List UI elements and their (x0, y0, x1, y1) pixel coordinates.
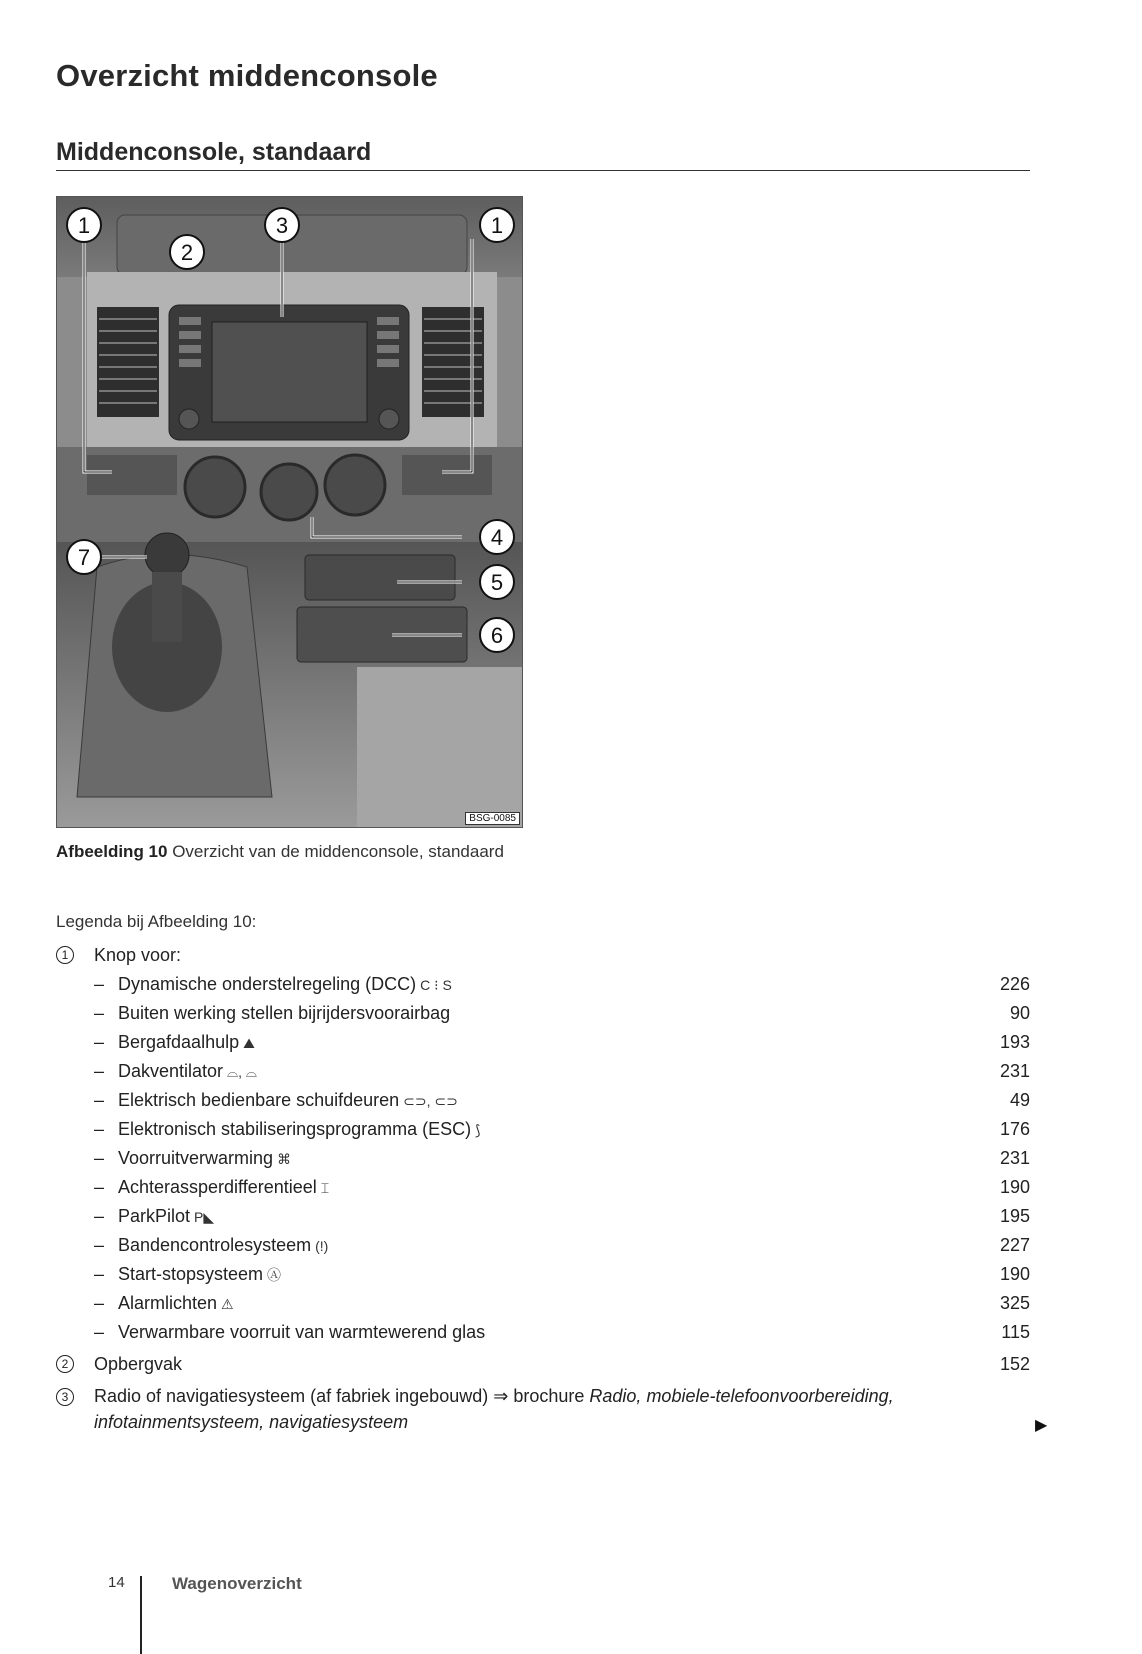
subitem-label: Achterassperdifferentieel (118, 1177, 317, 1197)
right-vent (422, 307, 484, 417)
page-reference[interactable]: 231 (999, 1148, 1030, 1168)
continue-arrow-icon: ▶ (1035, 1417, 1048, 1434)
svg-text:2: 2 (180, 240, 194, 265)
svg-text:3: 3 (275, 213, 289, 238)
legend-subitem-text (118, 971, 452, 998)
section-rule (56, 170, 1030, 171)
list-dash: – (94, 1206, 105, 1226)
legend-subitem (56, 1087, 1030, 1113)
legend-item-2 (56, 1351, 1030, 1377)
control-symbol-icon: ⊂⊃, ⊂⊃ (403, 1093, 458, 1109)
callout-1-right (480, 208, 514, 242)
subitem-label: Voorruitverwarming (118, 1148, 274, 1168)
subitem-label: Verwarmbare voorruit van warmtewerend glas (118, 1322, 486, 1342)
legend-subitem (56, 1319, 1030, 1345)
page-reference[interactable]: 115 (1001, 1322, 1030, 1342)
gear-shifter (77, 533, 272, 797)
page-reference[interactable]: 190 (999, 1264, 1030, 1284)
legend-subitem (56, 1261, 1030, 1287)
caption-text: Overzicht van de middenconsole, standaard (172, 842, 504, 861)
legend-subitem (56, 1029, 1030, 1055)
legend-title: Legenda bij Afbeelding 10: (56, 912, 257, 931)
subitem-label: ParkPilot (118, 1206, 191, 1226)
legend-subitem (56, 1145, 1030, 1171)
subitem-label: Buiten werking stellen bijrijdersvoorairbag (118, 1003, 451, 1023)
legend-subitem (56, 1116, 1030, 1142)
control-symbol-icon: ⚠ (221, 1296, 234, 1312)
svg-text:4: 4 (490, 525, 504, 550)
page-reference[interactable]: 176 (999, 1119, 1030, 1139)
page-reference[interactable]: 193 (999, 1032, 1030, 1052)
callout-3 (265, 208, 299, 242)
legend-number: 2 (56, 1355, 74, 1373)
control-symbol-icon: ⟆ (475, 1122, 481, 1138)
legend-subitem (56, 1000, 1030, 1026)
console-figure (56, 196, 523, 828)
control-symbol-icon: P◣ (194, 1209, 215, 1225)
caption-prefix: Afbeelding 10 (56, 842, 168, 861)
list-dash: – (94, 1061, 105, 1081)
control-symbol-icon: ⌶ (320, 1180, 330, 1196)
page-title: Overzicht middenconsole (56, 58, 438, 93)
svg-text:6: 6 (490, 623, 504, 648)
legend-subitem-text (118, 1261, 281, 1288)
legend-subitem (56, 1232, 1030, 1258)
subitem-label: Bandencontrolesysteem (118, 1235, 312, 1255)
legend-item-1 (56, 942, 1030, 968)
legend-subitem (56, 1203, 1030, 1229)
legend-text: Radio of navigatiesysteem (af fabriek ingebouwd) (94, 1386, 489, 1406)
list-dash: – (94, 1003, 105, 1023)
legend-subitem (56, 971, 1030, 997)
list-dash: – (94, 1235, 105, 1255)
legend-subitem (56, 1174, 1030, 1200)
svg-text:5: 5 (490, 570, 504, 595)
list-dash: – (94, 1090, 105, 1110)
legend-subitem-text (118, 1058, 257, 1085)
page-reference[interactable]: 190 (999, 1177, 1030, 1197)
list-dash: – (94, 1264, 105, 1284)
list-dash: – (94, 1119, 105, 1139)
legend-item-3 (94, 1383, 974, 1435)
callout-6 (480, 618, 514, 652)
page-reference[interactable]: 231 (999, 1061, 1030, 1081)
radio-unit (169, 305, 409, 440)
legend-subitem-text (118, 1319, 485, 1345)
page-reference[interactable]: 49 (1009, 1090, 1030, 1110)
subitem-label: Dakventilator (118, 1061, 224, 1081)
left-vent (97, 307, 159, 417)
callout-1-left (67, 208, 101, 242)
section-heading: Middenconsole, standaard (56, 138, 372, 166)
legend-subitem-text (118, 1029, 255, 1056)
subitem-label: Start-stopsysteem (118, 1264, 264, 1284)
legend-subitem-text (118, 1087, 458, 1114)
subitem-label: Bergafdaalhulp (118, 1032, 240, 1052)
list-dash: – (94, 1148, 105, 1168)
subitem-label: Alarmlichten (118, 1293, 218, 1313)
legend-text-brochure: brochure (513, 1386, 585, 1406)
page-reference[interactable]: 325 (999, 1293, 1030, 1313)
callout-4 (480, 520, 514, 554)
callout-5 (480, 565, 514, 599)
svg-text:1: 1 (490, 213, 504, 238)
page-reference[interactable]: 226 (999, 974, 1030, 994)
list-dash: – (94, 1177, 105, 1197)
page-reference[interactable]: 195 (999, 1206, 1030, 1226)
legend-subitem-text (118, 1000, 450, 1026)
figure-caption (56, 840, 536, 864)
legend-label: Opbergvak (94, 1354, 183, 1374)
page-reference[interactable]: 227 (999, 1235, 1030, 1255)
page-reference[interactable]: 90 (1009, 1003, 1030, 1023)
legend-subitem (56, 1058, 1030, 1084)
list-dash: – (94, 1322, 105, 1342)
legend-subitem-text (118, 1232, 328, 1259)
svg-text:7: 7 (77, 545, 91, 570)
control-symbol-icon: C ⁝ S (420, 977, 452, 993)
list-dash: – (94, 1032, 105, 1052)
console-photo (57, 197, 522, 827)
page-reference[interactable]: 152 (999, 1354, 1030, 1374)
legend-number: 3 (56, 1388, 74, 1406)
figure-id-label: BSG-0085 (465, 812, 520, 825)
list-dash: – (94, 1293, 105, 1313)
legend-subitem-text (118, 1290, 234, 1317)
page-number: 14 (108, 1574, 125, 1591)
legend-subitem-text (118, 1203, 214, 1230)
control-symbol-icon: ⛰ (243, 1035, 255, 1051)
footer-divider (140, 1576, 142, 1654)
reference-arrow-icon: ⇒ (493, 1386, 509, 1406)
control-symbol-icon: (!) (315, 1238, 329, 1254)
legend-subitem (56, 1290, 1030, 1316)
legend-subitem-text (118, 1116, 481, 1143)
svg-text:1: 1 (77, 213, 91, 238)
callout-7 (67, 540, 101, 574)
subitem-label: Elektronisch stabiliseringsprogramma (ESC) (118, 1119, 472, 1139)
control-symbol-icon: ⌓, ⌓ (227, 1064, 257, 1080)
subitem-label: Elektrisch bedienbare schuifdeuren (118, 1090, 400, 1110)
brochure-title: Radio, mobiele-telefoonvoorbereiding, infotainmentsysteem, navigatiesysteem (94, 1386, 894, 1432)
callout-2 (170, 235, 204, 269)
footer-section-title: Wagenoverzicht (172, 1574, 302, 1593)
legend-subitem-text (118, 1145, 291, 1172)
control-symbol-icon: ⌘ (277, 1151, 292, 1167)
legend-label: Knop voor: (94, 945, 182, 965)
legend-number: 1 (56, 946, 74, 964)
list-dash: – (94, 974, 105, 994)
control-symbol-icon: Ⓐ (267, 1267, 282, 1283)
legend-subitem-text (118, 1174, 329, 1201)
subitem-label: Dynamische onderstelregeling (DCC) (118, 974, 417, 994)
